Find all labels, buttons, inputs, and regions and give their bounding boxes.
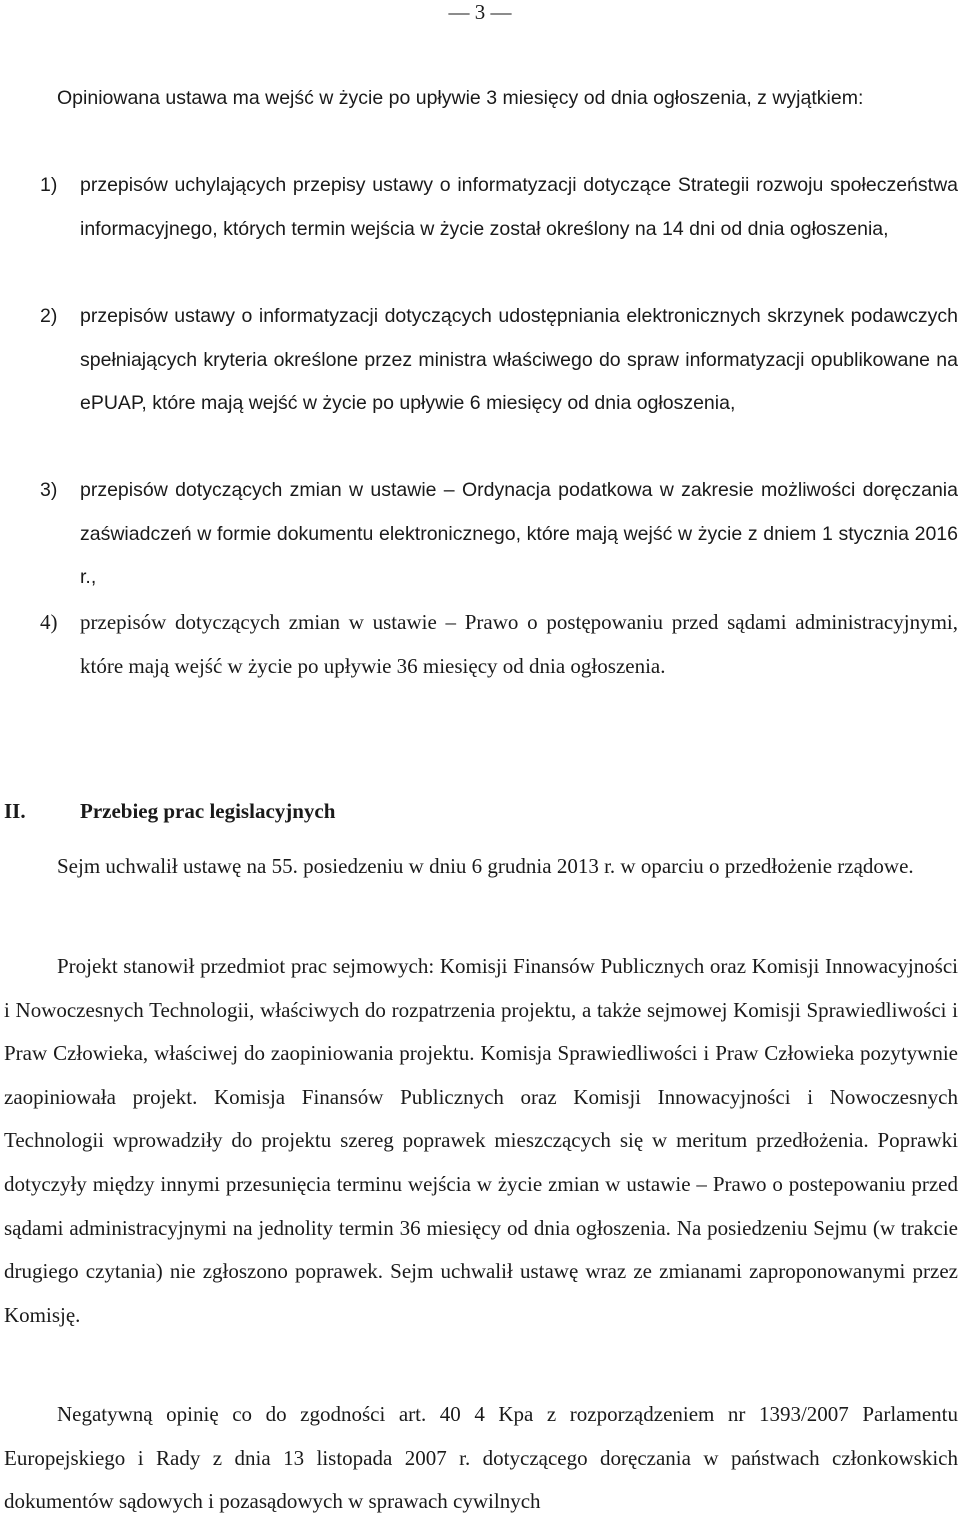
intro-paragraph: Opiniowana ustawa ma wejść w życie po upływie 3 miesięcy od dnia ogłoszenia, z wyjątkiem: <box>57 87 864 109</box>
list-item-number: 1) <box>40 174 58 196</box>
paragraph-sejm: Sejm uchwalił ustawę na 55. posiedzeniu w dniu 6 grudnia 2013 r. w oparciu o przedłożenie rządowe. <box>57 854 914 878</box>
list-item-text: przepisów uchylających przepisy ustawy o informatyzacji dotyczące Strategii rozwoju społeczeństwa informacyjnego, których termin wejścia w życie został określony na 14 dni od dnia ogłoszenia, <box>80 174 958 240</box>
section-number: II. <box>4 799 26 823</box>
paragraph-projekt: Projekt stanowił przedmiot prac sejmowych: Komisji Finansów Publicznych oraz Komisji Innowacyjności i Nowoczesnych Technologii, właściwych do rozpatrzenia projektu, a także sejmowej Komisji Sprawiedliwości i Praw Człowieka, właściwej do zaopiniowania projektu. Komisja Sprawiedliwości i Praw Człowieka pozytywnie zaopiniowała projekt. Komisja Finansów Publicznych oraz Komisji Innowacyjności i Nowoczesnych Technologii wprowadziły do projektu szereg poprawek mieszczących się w meritum przedłożenia. Poprawki dotyczyły między innymi przesunięcia terminu wejścia w życie zmian w ustawie – Prawo o postepowaniu przed sądami administracyjnymi na jednolity termin 36 miesięcy od dnia ogłoszenia. Na posiedzeniu Sejmu (w trakcie drugiego czytania) nie zgłoszono poprawek. Sejm uchwalił ustawę wraz ze zmianami zaproponowanymi przez Komisję. <box>4 954 958 1327</box>
list-item-number: 4) <box>40 610 58 634</box>
list-item-3 <box>4 469 958 600</box>
section-title: Przebieg prac legislacyjnych <box>80 799 336 823</box>
list-item-number: 2) <box>40 305 58 327</box>
list-item-text: przepisów dotyczących zmian w ustawie – Prawo o postępowaniu przed sądami administracyjnymi, które mają wejść w życie po upływie 36 miesięcy od dnia ogłoszenia. <box>80 610 958 678</box>
list-item-text: przepisów ustawy o informatyzacji dotyczących udostępniania elektronicznych skrzynek podawczych spełniających kryteria określone przez ministra właściwego do spraw informatyzacji opublikowane na ePUAP, które mają wejść w życie po upływie 6 miesięcy od dnia ogłoszenia, <box>80 305 958 415</box>
page-number: — 3 — <box>448 0 512 24</box>
list-item-text: przepisów dotyczących zmian w ustawie – Ordynacja podatkowa w zakresie możliwości doręczania zaświadczeń w formie dokumentu elektronicznego, które mają wejść w życie z dniem 1 stycznia 2016 r., <box>80 479 958 589</box>
list-item-4 <box>4 601 958 688</box>
paragraph-opinia: Negatywną opinię co do zgodności art. 40 4 Kpa z rozporządzeniem nr 1393/2007 Parlamentu Europejskiego i Rady z dnia 13 listopada 2007 r. dotyczącego doręczania w państwach członkowskich dokumentów sądowych i pozasądowych w sprawach cywilnych <box>4 1402 958 1514</box>
list-item-2 <box>4 295 958 426</box>
list-item-number: 3) <box>40 479 58 501</box>
list-item-1 <box>4 164 958 251</box>
